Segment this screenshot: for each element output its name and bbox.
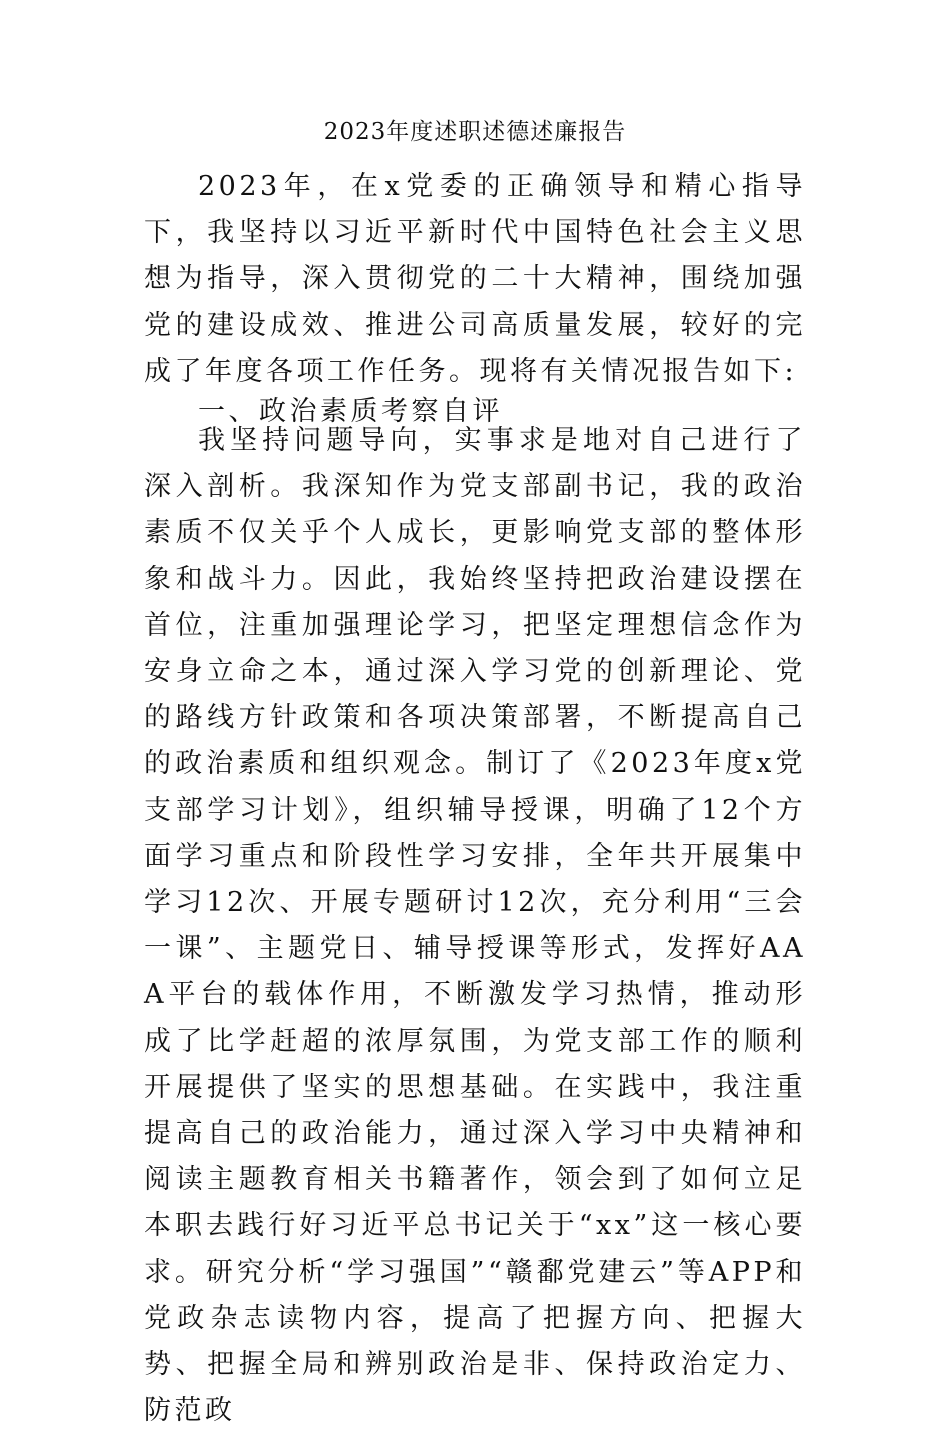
section-body-paragraph: 我坚持问题导向，实事求是地对自己进行了深入剖析。我深知作为党支部副书记，我的政治素质不仅关乎个人成长，更影响党支部的整体形象和战斗力。因此，我始终坚持把政治建设摆在首位，注重加强理论学习，把坚定理想信念作为安身立命之本，通过深入学习党的创新理论、党的路线方针政策和各项决策部署，不断提高自己的政治素质和组织观念。制订了《2023年度x党支部学习计划》，组织辅导授课，明确了12个方面学习重点和阶段性学习安排，全年共开展集中学习12次、开展专题研讨12次，充分利用“三会一课”、主题党日、辅导授课等形式，发挥好AAA平台的载体作用，不断激发学习热情，推动形成了比学赶超的浓厚氛围，为党支部工作的顺利开展提供了坚实的思想基础。在实践中，我注重提高自己的政治能力，通过深入学习中央精神和阅读主题教育相关书籍著作，领会到了如何立足本职去践行好习近平总书记关于“xx”这一核心要求。研究分析“学习强国”“赣鄱党建云”等APP和党政杂志读物内容，提高了把握方向、把握大势、把握全局和辨别政治是非、保持政治定力、防范政 <box>144 425 806 1427</box>
document-title: 2023年度述职述德述廉报告 <box>323 119 627 145</box>
intro-paragraph: 2023年，在x党委的正确领导和精心指导下，我坚持以习近平新时代中国特色社会主义思想为指导，深入贯彻党的二十大精神，围绕加强党的建设成效、推进公司高质量发展，较好的完成了年度各项工作任务。现将有关情况报告如下: <box>144 171 806 387</box>
section-heading: 一、政治素质考察自评 <box>198 396 503 427</box>
